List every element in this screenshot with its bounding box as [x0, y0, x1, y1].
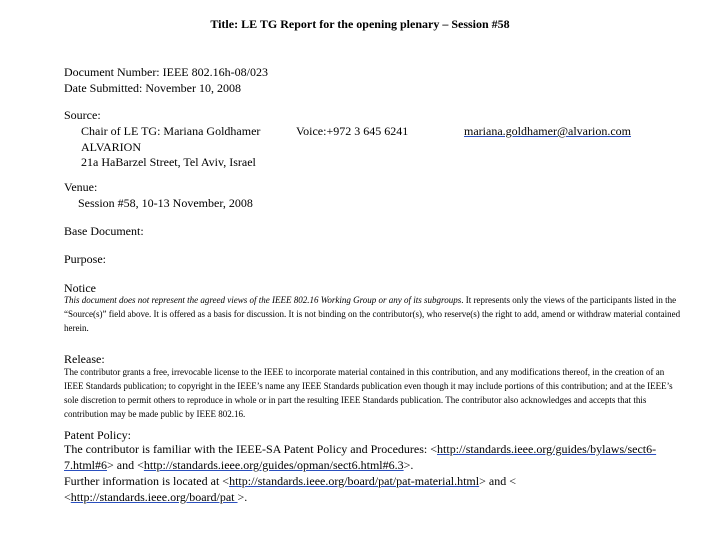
- base-document-label: Base Document:: [64, 224, 144, 238]
- patent-link-bylaws[interactable]: http://standards.ieee.org/guides/bylaws/sect6-7.html#6: [64, 442, 657, 472]
- patent-text-segment: > and <: [479, 474, 516, 488]
- patent-text-segment: >.: [403, 458, 414, 472]
- release-label: Release:: [64, 352, 105, 366]
- notice-body: . It represents only the views of the participants listed in the “Source(s)” field above. It is offered as a basis for discussion. It is not binding on the contributor(s), who reserve(s) the right to add, amend or withdraw material contained herein.: [64, 295, 681, 333]
- notice-italic-lead: This document does not represent the agreed views of the IEEE 802.16 Working Group or any of its subgroups: [64, 295, 462, 305]
- patent-link-pat-material[interactable]: http://standards.ieee.org/board/pat/pat-material.html: [229, 474, 480, 488]
- date-submitted: Date Submitted: November 10, 2008: [64, 81, 241, 95]
- page-title: Title: LE TG Report for the opening plenary – Session #58: [210, 17, 510, 31]
- patent-policy-text: [64, 441, 674, 505]
- source-address: 21a HaBarzel Street, Tel Aviv, Israel: [81, 155, 256, 169]
- source-company: ALVARION: [81, 140, 142, 154]
- notice-text: [64, 293, 684, 335]
- patent-link-opman[interactable]: http://standards.ieee.org/guides/opman/sect6.html#6.3: [143, 458, 404, 472]
- patent-text-segment: The contributor is familiar with the IEEE-SA Patent Policy and Procedures: <: [64, 442, 438, 456]
- patent-text-segment: Further information is located at <: [64, 474, 230, 488]
- patent-text-segment: > and <: [107, 458, 144, 472]
- release-text: The contributor grants a free, irrevocable license to the IEEE to incorporate material contained in this contribution, and any modifications thereof, in the creation of an IEEE Standards publication; to copyright in the IEEE’s name any IEEE Standards publication even though it may include portions of this contribution; and at the IEEE’s sole discretion to permit others to reproduce in whole or in part the resulting IEEE Standards publication. The contributor also acknowledges and accepts that this contribution may be made public by IEEE 802.16.: [64, 367, 673, 419]
- venue-value: Session #58, 10-13 November, 2008: [78, 196, 253, 210]
- document-number: Document Number: IEEE 802.16h-08/023: [64, 65, 268, 79]
- patent-link-board-pat[interactable]: http://standards.ieee.org/board/pat: [70, 490, 238, 504]
- notice-label: Notice: [64, 281, 96, 295]
- source-voice: Voice:+972 3 645 6241: [296, 124, 409, 138]
- source-name: Chair of LE TG: Mariana Goldhamer: [81, 124, 261, 138]
- patent-text-segment: >.: [237, 490, 248, 504]
- source-email-link[interactable]: mariana.goldhamer@alvarion.com: [464, 124, 631, 138]
- patent-text-segment: <: [64, 490, 71, 504]
- purpose-label: Purpose:: [64, 252, 106, 266]
- venue-label: Venue:: [64, 180, 98, 194]
- source-label: Source:: [64, 108, 101, 122]
- patent-policy-label: Patent Policy:: [64, 428, 131, 442]
